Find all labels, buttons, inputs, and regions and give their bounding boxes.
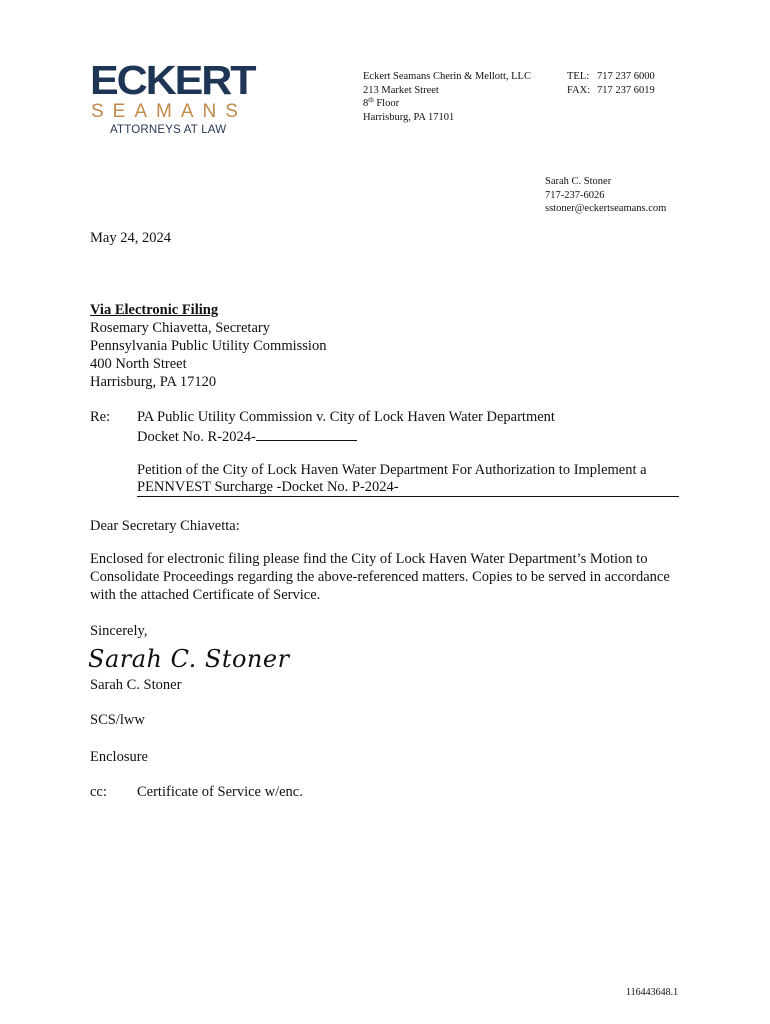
firm-floor: 8th Floor — [363, 96, 400, 109]
recipient-block — [90, 301, 326, 391]
recipient-street: 400 North Street — [90, 356, 187, 372]
delivery-method: Via Electronic Filing — [90, 302, 219, 318]
petition-line-2: PENNVEST Surcharge -Docket No. P-2024- — [137, 479, 679, 497]
cc-label: cc: — [90, 784, 107, 800]
author-email: sstoner@eckertseamans.com — [545, 203, 667, 214]
petition-block — [137, 461, 682, 497]
recipient-org: Pennsylvania Public Utility Commission — [90, 338, 327, 354]
fax-line: FAX: 717 237 6019 — [567, 84, 655, 96]
firm-logo-subname: SEAMANS — [91, 101, 247, 122]
re-block — [137, 408, 555, 446]
author-phone: 717-237-6026 — [545, 189, 605, 201]
case-title: PA Public Utility Commission v. City of Lock Haven Water Department — [137, 409, 555, 425]
handwritten-signature: Sarah C. Stoner — [88, 645, 290, 673]
firm-contact — [567, 70, 655, 97]
re-label: Re: — [90, 409, 111, 425]
letter-date: May 24, 2024 — [90, 230, 171, 246]
typist-initials: SCS/lww — [90, 712, 145, 728]
body-paragraph: Enclosed for electronic filing please find the City of Lock Haven Water Department’s Motion to Consolidate Proceedings regarding the above-referenced matters. Copies to be served in accordance with the attached Certificate of Service. — [90, 551, 670, 603]
tel-line: TEL: 717 237 6000 — [567, 71, 655, 82]
docket-line: Docket No. R-2024- — [137, 426, 555, 446]
firm-city: Harrisburg, PA 17101 — [363, 111, 455, 123]
author-info — [545, 175, 666, 216]
firm-logo-wordmark: ECKERT — [90, 57, 255, 103]
firm-street: 213 Market Street — [363, 84, 439, 96]
firm-name: Eckert Seamans Cherin & Mellott, LLC — [363, 71, 531, 82]
salutation: Dear Secretary Chiavetta: — [90, 518, 240, 534]
recipient-city: Harrisburg, PA 17120 — [90, 374, 217, 390]
author-name: Sarah C. Stoner — [545, 176, 612, 187]
petition-line-1: Petition of the City of Lock Haven Water Department For Authorization to Implement a — [137, 462, 647, 478]
enclosure-note: Enclosure — [90, 749, 148, 765]
tel-number: 717 237 6000 — [597, 71, 655, 82]
firm-logo-tagline: ATTORNEYS AT LAW — [110, 124, 227, 136]
cc-value: Certificate of Service w/enc. — [137, 784, 303, 800]
fax-number: 717 237 6019 — [597, 84, 655, 96]
closing: Sincerely, — [90, 623, 148, 639]
signer-name: Sarah C. Stoner — [90, 677, 182, 693]
recipient-name: Rosemary Chiavetta, Secretary — [90, 320, 270, 336]
docket-blank — [256, 426, 357, 441]
firm-address — [363, 70, 531, 124]
document-number: 116443648.1 — [626, 987, 679, 998]
